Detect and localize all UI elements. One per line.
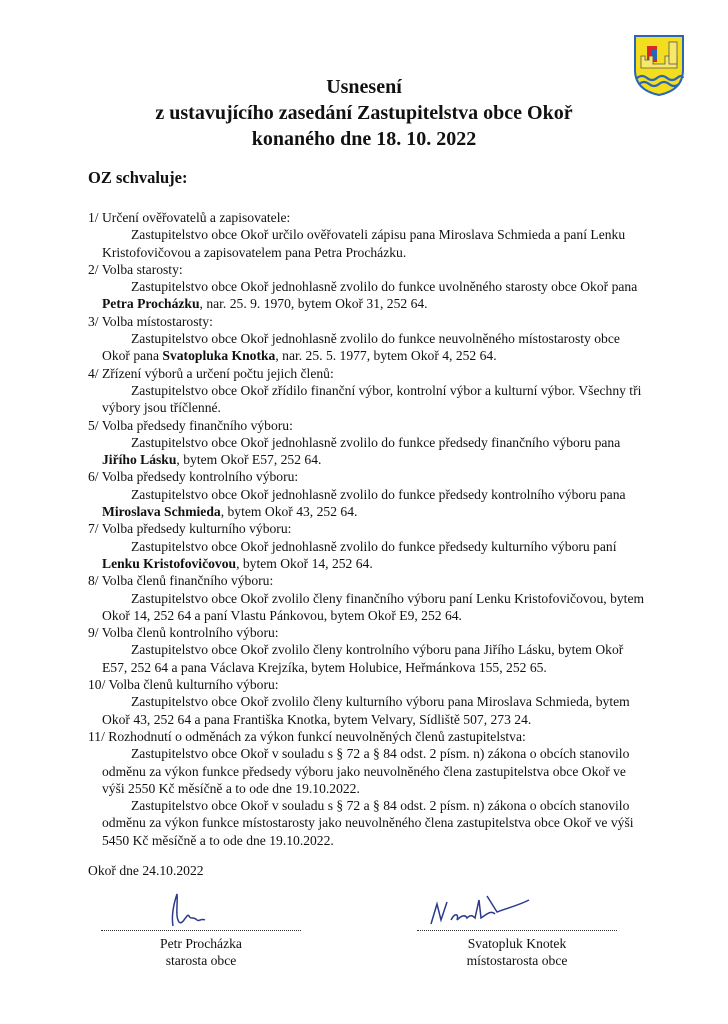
highlighted-name: Jiřího Lásku [102,452,177,468]
paragraph-text: Zastupitelstvo obce Okoř zvolilo členy kontrolního výboru pana Jiřího Lásku, bytem Okoř E57, 252 64 a pana Václava Krejzíka, bytem Holubice, Heřmánkova 155, 252 65. [102,642,624,675]
paragraph-text: Zastupitelstvo obce Okoř jednohlasně zvolilo do funkce neuvolněného místostarosty obce Okoř pana [102,331,620,364]
resolution-paragraph [102,590,648,625]
resolution-item-body [102,434,648,469]
resolution-item-body [102,226,648,261]
resolution-item [88,676,648,728]
paragraph-text: , bytem Okoř 14, 252 64. [236,555,373,571]
highlighted-name: Miroslava Schmieda [102,504,221,520]
resolution-item-title: 5/ Volba předsedy finančního výboru: [88,417,293,433]
resolution-item-title: 9/ Volba členů kontrolního výboru: [88,625,279,641]
resolution-paragraph [102,226,648,261]
signature-block-mayor [101,890,301,970]
paragraph-text: Zastupitelstvo obce Okoř jednohlasně zvolilo do funkce uvolněného starosty obce Okoř pana [131,279,638,295]
resolution-paragraph [102,745,648,797]
resolution-item [88,209,648,261]
paragraph-text: Zastupitelstvo obce Okoř v souladu s § 72 a § 84 odst. 2 písm. n) zákona o obcích stanovilo odměnu za výkon funkce předsedy výboru jako neuvolněného člena zastupitelstva obce Okoř ve výši 2550 Kč měsíčně a to ode dne 19.10.2022. [102,746,630,796]
paragraph-text: , bytem Okoř E57, 252 64. [176,452,322,468]
resolution-item [88,468,648,520]
resolution-item-title: 8/ Volba členů finančního výboru: [88,573,274,589]
signatory-name: Petr Procházka [160,936,242,951]
resolution-item-title: 11/ Rozhodnutí o odměnách za výkon funkcí neuvolněných členů zastupitelstva: [88,728,526,744]
paragraph-text: , bytem Okoř 43, 252 64. [220,504,358,520]
resolution-item [88,728,648,849]
resolution-item-body [102,382,648,417]
resolution-item-title: 1/ Určení ověřovatelů a zapisovatele: [88,210,291,225]
signatory-name: Svatopluk Knotek [467,936,567,951]
resolution-paragraph [102,434,648,469]
title-line: Usnesení [326,76,402,98]
handwritten-signature-icon [417,890,617,930]
resolution-item-title: 2/ Volba starosty: [88,261,183,277]
resolution-item-body [102,486,648,521]
paragraph-text: Zastupitelstvo obce Okoř zřídilo finanční výbor, kontrolní výbor a kulturní výbor. Všechny tři výbory jsou tříčlenné. [102,382,642,416]
resolution-item-body [102,693,648,728]
resolution-item-title: 4/ Zřízení výborů a určení počtu jejich členů: [88,365,334,381]
paragraph-text: Zastupitelstvo obce Okoř jednohlasně zvolilo do funkce předsedy finančního výboru pana [131,434,621,450]
resolution-item-body [102,538,648,573]
signature-block-deputy [417,890,617,970]
resolution-paragraph [102,538,648,573]
signatory-role: místostarosta obce [466,953,568,969]
handwritten-signature-icon [101,890,301,930]
highlighted-name: Lenku Kristofovičovou [102,555,237,571]
section-heading: OZ schvaluje: [88,168,188,187]
resolution-item-body [102,745,648,849]
resolution-item-title: 3/ Volba místostarosty: [88,313,213,329]
paragraph-text: Zastupitelstvo obce Okoř jednohlasně zvolilo do funkce předsedy kulturního výboru paní [131,538,617,554]
signature-line [101,930,301,931]
paragraph-text: Zastupitelstvo obce Okoř zvolilo členy kulturního výboru pana Miroslava Schmieda, bytem Okoř 43, 252 64 a pana Františka Knotka, bytem Velvary, Sídliště 507, 273 24. [102,694,630,727]
place-and-date: Okoř dne 24.10.2022 [88,863,204,878]
resolution-list [88,209,648,849]
resolution-paragraph [102,278,648,313]
resolution-item-body [102,641,648,676]
paragraph-text: , nar. 25. 9. 1970, bytem Okoř 31, 252 64. [199,296,428,312]
resolution-paragraph [102,486,648,521]
paragraph-text: , nar. 25. 5. 1977, bytem Okoř 4, 252 64. [275,348,497,364]
resolution-paragraph [102,330,648,365]
resolution-item [88,417,648,469]
resolution-item-body [102,330,648,365]
resolution-item [88,572,648,624]
resolution-item [88,624,648,676]
resolution-paragraph [102,382,648,417]
paragraph-text: Zastupitelstvo obce Okoř v souladu s § 72 a § 84 odst. 2 písm. n) zákona o obcích stanovilo odměnu za výkon funkce místostarosty jako neuvolněného člena zastupitelstva obce Okoř ve výši 5450 Kč měsíčně a to ode dne 19.10.2022. [102,798,634,848]
resolution-item [88,365,648,417]
resolution-item [88,313,648,365]
signatory-role: starosta obce [165,953,237,969]
resolution-item-title: 6/ Volba předsedy kontrolního výboru: [88,469,299,485]
resolution-item-body [102,278,648,313]
paragraph-text: Zastupitelstvo obce Okoř určilo ověřovateli zápisu pana Miroslava Schmieda a paní Lenku Kristofovičovou a zapisovatelem pana Petra Procházku. [102,227,626,260]
paragraph-text: Zastupitelstvo obce Okoř jednohlasně zvolilo do funkce předsedy kontrolního výboru pana [131,486,626,502]
resolution-paragraph [102,641,648,676]
resolution-item-title: 10/ Volba členů kulturního výboru: [88,677,279,693]
title-line: z ustavujícího zasedání Zastupitelstva obce Okoř [155,102,573,124]
resolution-paragraph [102,693,648,728]
highlighted-name: Petra Procházku [102,296,200,312]
document-title [0,74,728,152]
resolution-item [88,520,648,572]
title-line: konaného dne 18. 10. 2022 [251,128,477,150]
highlighted-name: Svatopluka Knotka [162,348,276,364]
paragraph-text: Zastupitelstvo obce Okoř zvolilo členy finančního výboru paní Lenku Kristofovičovou, bytem Okoř 14, 252 64 a paní Vlastu Pánkovou, bytem Okoř E9, 252 64. [102,590,645,623]
resolution-paragraph [102,797,648,849]
signature-line [417,930,617,931]
resolution-item-title: 7/ Volba předsedy kulturního výboru: [88,521,292,537]
resolution-item [88,261,648,313]
resolution-item-body [102,590,648,625]
